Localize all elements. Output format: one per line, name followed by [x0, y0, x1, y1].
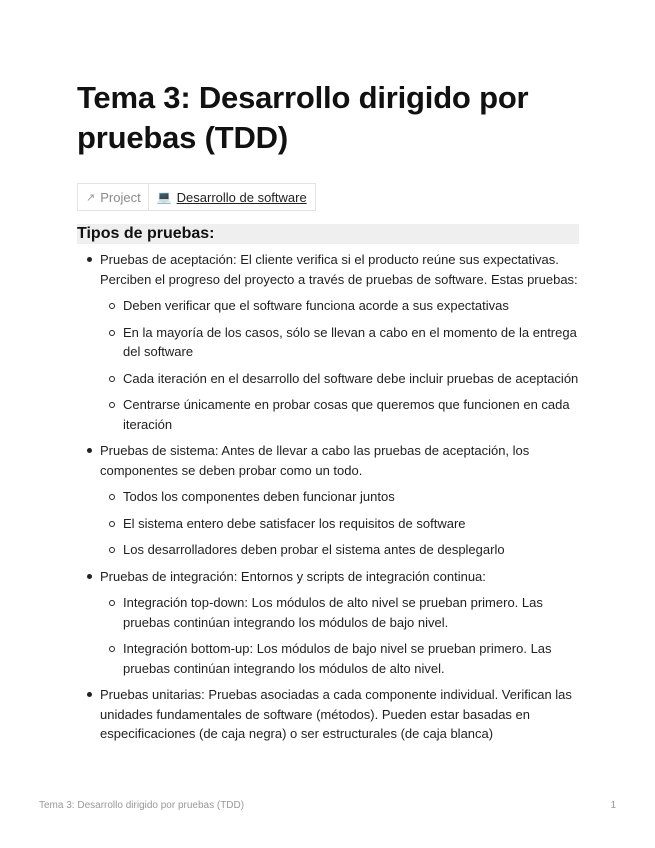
- sub-list: [100, 593, 579, 678]
- list-item: [77, 567, 579, 679]
- sub-list-item: Integración bottom-up: Los módulos de bajo nivel se prueban primero. Las pruebas continúan integrando los módulos de alto nivel.: [100, 639, 579, 678]
- sub-list-item: Integración top-down: Los módulos de alto nivel se prueban primero. Las pruebas continúan integrando los módulos de bajo nivel.: [100, 593, 579, 632]
- property-key-label: Project: [100, 189, 141, 205]
- sub-list-item: Deben verificar que el software funciona acorde a sus expectativas: [100, 296, 579, 316]
- document-page: [77, 78, 579, 751]
- sub-list-item: Todos los componentes deben funcionar juntos: [100, 487, 579, 507]
- sub-list-item: El sistema entero debe satisfacer los requisitos de software: [100, 514, 579, 534]
- list-item-text: Pruebas de sistema: Antes de llevar a cabo las pruebas de aceptación, los componentes se deben probar como un todo.: [100, 443, 530, 478]
- list-item: [77, 685, 579, 744]
- property-row: [77, 183, 316, 211]
- section-heading: Tipos de pruebas:: [77, 224, 579, 244]
- page-title: Tema 3: Desarrollo dirigido por pruebas (TDD): [77, 80, 529, 155]
- sub-list-item: Centrarse únicamente en probar cosas que queremos que funcionen en cada iteración: [100, 395, 579, 434]
- property-value: [149, 184, 315, 210]
- sub-list-item: Los desarrolladores deben probar el sistema antes de desplegarlo: [100, 540, 579, 560]
- sub-list: [100, 296, 579, 434]
- property-key: [78, 184, 149, 210]
- footer-title: Tema 3: Desarrollo dirigido por pruebas (TDD): [39, 800, 245, 811]
- list-item-text: Pruebas de integración: Entornos y scripts de integración continua:: [100, 568, 486, 584]
- sub-list-item: Cada iteración en el desarrollo del software debe incluir pruebas de aceptación: [100, 369, 579, 389]
- list-item: [77, 441, 579, 560]
- sub-list: [100, 487, 579, 560]
- laptop-icon: 💻: [156, 190, 172, 204]
- list-item-text: Pruebas de aceptación: El cliente verifica si el producto reúne sus expectativas. Perciben el progreso del proyecto a través de pruebas de software. Estas pruebas:: [100, 252, 578, 287]
- arrow-up-right-icon: ↗: [86, 191, 96, 204]
- sub-list-item: En la mayoría de los casos, sólo se llevan a cabo en el momento de la entrega del software: [100, 323, 579, 362]
- list-item-text: Pruebas unitarias: Pruebas asociadas a cada componente individual. Verifican las unidades fundamentales de software (métodos). Pueden estar basadas en especificaciones (de caja negra) o ser estructurales (de caja blanca): [100, 687, 572, 741]
- project-link[interactable]: Desarrollo de software: [176, 189, 307, 205]
- test-types-list: [77, 250, 579, 744]
- page-footer: [39, 800, 616, 811]
- page-number: 1: [610, 800, 616, 811]
- list-item: [77, 250, 579, 434]
